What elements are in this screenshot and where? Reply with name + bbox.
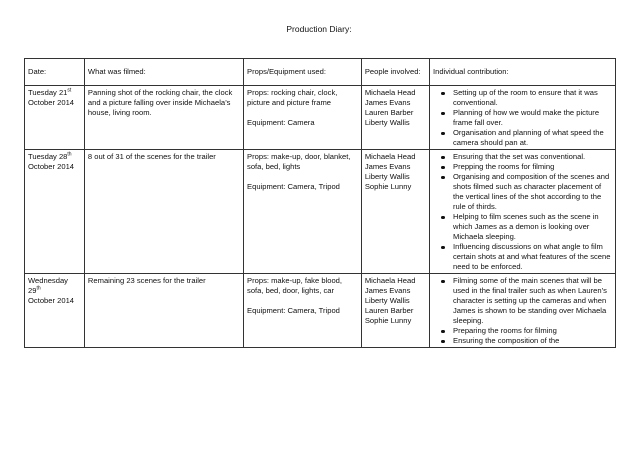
contribution-list	[433, 152, 612, 272]
person-name: Liberty Wallis	[364, 172, 410, 181]
date-cell: Tuesday 28th October 2014	[25, 150, 85, 274]
filmed-cell: Remaining 23 scenes for the trailer	[84, 274, 243, 348]
equipment-text: Equipment: Camera, Tripod	[247, 182, 340, 191]
person-name: Sophie Lunny	[364, 182, 412, 191]
person-name: Liberty Wallis	[364, 296, 410, 305]
person-name: Liberty Wallis	[364, 118, 410, 127]
header-contribution: Individual contribution:	[430, 59, 616, 86]
list-item: Prepping the rooms for filming	[453, 162, 612, 172]
contribution-cell	[430, 86, 616, 150]
date-cell: Wednesday 29th October 2014	[25, 274, 85, 348]
equipment-text: Equipment: Camera	[247, 118, 315, 127]
person-name: Lauren Barber	[364, 306, 414, 315]
person-name: Michaela Head	[364, 88, 416, 97]
props-cell	[244, 150, 362, 274]
date-cell: Tuesday 21st October 2014	[25, 86, 85, 150]
props-text: Props: make-up, fake blood, sofa, bed, door, lights, car	[247, 276, 343, 295]
filmed-cell: Panning shot of the rocking chair, the clock and a picture falling over inside Michaela’s house, living room.	[84, 86, 243, 150]
person-name: Sophie Lunny	[364, 316, 412, 325]
person-name: Lauren Barber	[364, 108, 414, 117]
header-people: People involved:	[361, 59, 429, 86]
list-item: Ensuring that the set was conventional.	[453, 152, 612, 162]
props-text: Props: make-up, door, blanket, sofa, bed, lights	[247, 152, 351, 171]
contribution-cell	[430, 274, 616, 348]
person-name: Michaela Head	[364, 152, 416, 161]
header-filmed: What was filmed:	[84, 59, 243, 86]
people-cell	[361, 150, 429, 274]
list-item: Filming some of the main scenes that will be used in the final trailer such as when Lauren’s character is setting up the cameras and when James is shown to be standing over Michaela sleeping.	[453, 276, 612, 326]
contribution-cell	[430, 150, 616, 274]
header-props: Props/Equipment used:	[244, 59, 362, 86]
production-diary-table	[24, 58, 616, 348]
list-item: Preparing the rooms for filming	[453, 326, 612, 336]
list-item: Ensuring the composition of the	[453, 336, 612, 346]
props-cell	[244, 86, 362, 150]
table-row	[25, 86, 616, 150]
table-header-row	[25, 59, 616, 86]
person-name: James Evans	[364, 286, 411, 295]
person-name: Michaela Head	[364, 276, 416, 285]
person-name: James Evans	[364, 98, 411, 107]
list-item: Helping to film scenes such as the scene in which James as a demon is looking over Michaela sleeping.	[453, 212, 612, 242]
header-date: Date:	[25, 59, 85, 86]
table-row	[25, 150, 616, 274]
props-cell	[244, 274, 362, 348]
filmed-cell: 8 out of 31 of the scenes for the trailer	[84, 150, 243, 274]
page-title: Production Diary:	[286, 24, 352, 34]
contribution-list	[433, 88, 612, 148]
table-row	[25, 274, 616, 348]
list-item: Setting up of the room to ensure that it was conventional.	[453, 88, 612, 108]
list-item: Organising and composition of the scenes and shots filmed such as character placement of the vertical lines of the shot according to the rule of thirds.	[453, 172, 612, 212]
equipment-text: Equipment: Camera, Tripod	[247, 306, 340, 315]
list-item: Planning of how we would make the picture frame fall over.	[453, 108, 612, 128]
list-item: Influencing discussions on what angle to film certain shots at and what features of the scene need to be enforced.	[453, 242, 611, 271]
list-item: Organisation and planning of what speed the camera should pan at.	[453, 128, 612, 148]
props-text: Props: rocking chair, clock, picture and picture frame	[247, 88, 338, 107]
contribution-list	[433, 276, 612, 346]
person-name: James Evans	[364, 162, 411, 171]
people-cell	[361, 274, 429, 348]
people-cell	[361, 86, 429, 150]
